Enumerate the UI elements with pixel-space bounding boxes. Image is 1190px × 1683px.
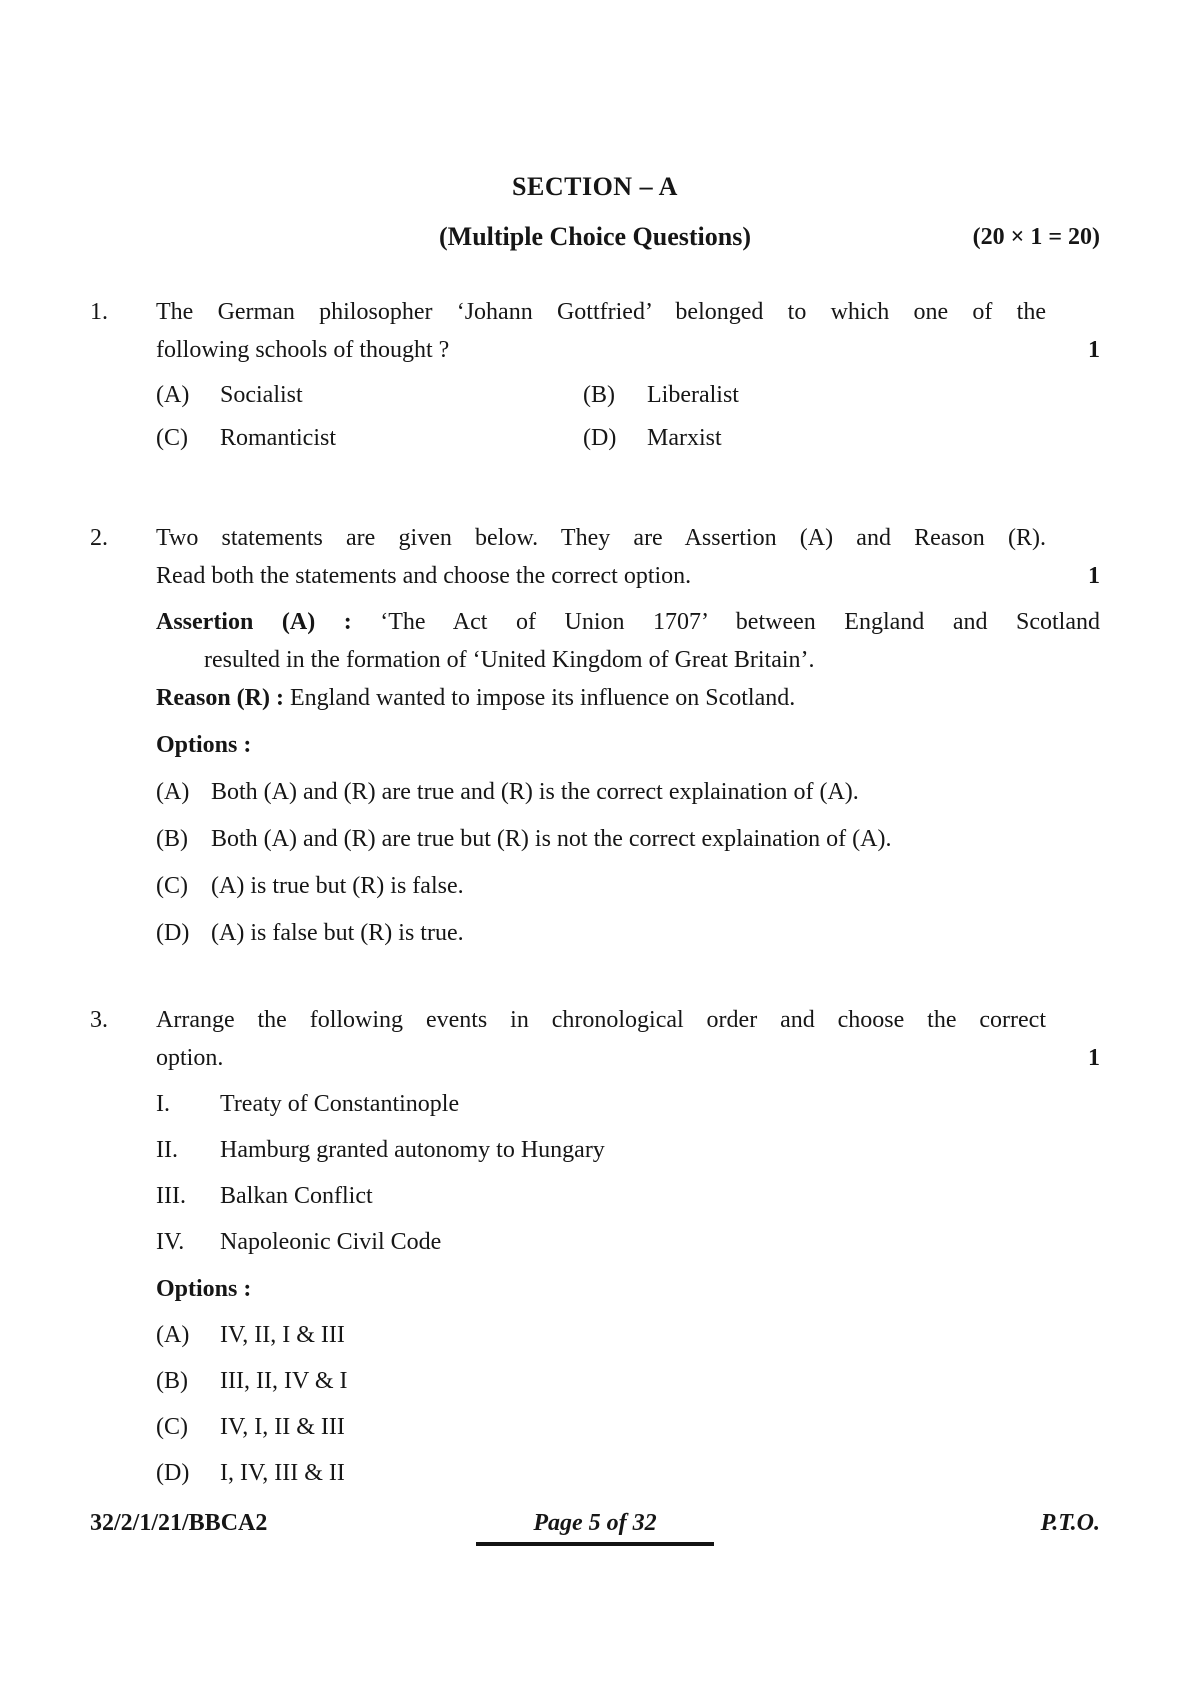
stem-line: The German philosopher ‘Johann Gottfried’ belonged to which one of the [156, 299, 1046, 325]
question-1-number: 1. [90, 299, 108, 325]
option-label: (B) [156, 1368, 188, 1394]
option-label: (A) [156, 779, 190, 805]
assertion-label: Assertion (A) : [156, 609, 352, 635]
event-item [156, 1085, 1100, 1123]
stem-line: Read both the statements and choose the correct option. [156, 563, 692, 589]
option-text: Both (A) and (R) are true and (R) is the correct explaination of (A). [211, 779, 859, 805]
stem-line: option. [156, 1045, 224, 1071]
question-2 [90, 519, 1100, 952]
section-title: SECTION – A [512, 172, 678, 201]
assertion-text: ‘The Act of Union 1707’ between England and Scotland [380, 609, 1100, 635]
option-b [156, 1362, 1100, 1400]
options-heading: Options : [156, 732, 252, 758]
option-a [156, 1316, 1100, 1354]
question-2-marks: 1 [1088, 563, 1100, 589]
event-label: IV. [156, 1229, 185, 1255]
page-content [90, 170, 1100, 1492]
marks-scheme: (20 × 1 = 20) [972, 224, 1100, 250]
question-3-body [156, 1001, 1100, 1492]
option-c [156, 867, 1100, 905]
option-text: Romanticist [220, 425, 336, 451]
event-item [156, 1177, 1100, 1215]
option-text: (A) is false but (R) is true. [211, 920, 464, 946]
event-text: Hamburg granted autonomy to Hungary [220, 1137, 605, 1163]
question-3-events [156, 1085, 1100, 1261]
option-label: (A) [156, 1322, 190, 1348]
option-text: IV, I, II & III [220, 1414, 345, 1440]
reason-paragraph [156, 679, 1100, 717]
option-label: (B) [583, 382, 615, 408]
option-c [156, 419, 583, 457]
event-label: II. [156, 1137, 178, 1163]
reason-text: England wanted to impose its influence on Scotland. [289, 685, 796, 711]
option-text: IV, II, I & III [220, 1322, 345, 1348]
question-1-marks: 1 [1088, 337, 1100, 363]
page-number-underline [476, 1542, 714, 1546]
question-2-body [156, 519, 1100, 952]
event-text: Treaty of Constantinople [220, 1091, 460, 1117]
option-text: Liberalist [647, 382, 739, 408]
question-3-options [156, 1316, 1100, 1492]
option-a [156, 376, 583, 414]
option-label: (C) [156, 1414, 188, 1440]
option-text: Marxist [647, 425, 722, 451]
question-2-stem [156, 519, 1100, 595]
stem-line: following schools of thought ? [156, 337, 450, 363]
option-text: I, IV, III & II [220, 1460, 345, 1486]
option-label: (D) [156, 920, 190, 946]
option-text: III, II, IV & I [220, 1368, 348, 1394]
option-d [156, 914, 1100, 952]
option-label: (D) [583, 425, 617, 451]
paper-code: 32/2/1/21/BBCA2 [90, 1510, 268, 1536]
question-1-stem [156, 293, 1100, 369]
page-number-block [90, 1506, 1100, 1546]
pto-label: P.T.O. [1040, 1510, 1100, 1536]
option-text: Both (A) and (R) are true but (R) is not the correct explaination of (A). [211, 826, 892, 852]
option-label: (C) [156, 873, 188, 899]
question-2-options [156, 773, 1100, 952]
question-3-stem [156, 1001, 1100, 1077]
option-b [156, 820, 1100, 858]
option-text: Socialist [220, 382, 303, 408]
event-label: III. [156, 1183, 186, 1209]
option-label: (D) [156, 1460, 190, 1486]
assertion-paragraph [156, 603, 1100, 679]
event-text: Napoleonic Civil Code [220, 1229, 442, 1255]
section-subtitle: (Multiple Choice Questions) [439, 222, 751, 251]
option-text: (A) is true but (R) is false. [211, 873, 464, 899]
question-3 [90, 1001, 1100, 1492]
stem-line: Arrange the following events in chronological order and choose the correct [156, 1007, 1046, 1033]
question-3-number: 3. [90, 1007, 108, 1033]
event-item [156, 1131, 1100, 1169]
option-d [583, 419, 1100, 457]
assertion-text-continued: resulted in the formation of ‘United Kingdom of Great Britain’. [204, 647, 815, 673]
options-heading: Options : [156, 1276, 252, 1302]
option-c [156, 1408, 1100, 1446]
event-label: I. [156, 1091, 170, 1117]
question-1-body [156, 293, 1100, 457]
question-1-options [156, 376, 1100, 457]
event-item [156, 1223, 1100, 1261]
question-1 [90, 293, 1100, 457]
stem-line: Two statements are given below. They are Assertion (A) and Reason (R). [156, 525, 1046, 551]
option-label: (A) [156, 382, 190, 408]
option-b [583, 376, 1100, 414]
option-d [156, 1454, 1100, 1492]
question-2-number: 2. [90, 525, 108, 551]
option-label: (C) [156, 425, 188, 451]
option-label: (B) [156, 826, 188, 852]
question-3-marks: 1 [1088, 1045, 1100, 1071]
event-text: Balkan Conflict [220, 1183, 373, 1209]
option-a [156, 773, 1100, 811]
page-number: Page 5 of 32 [533, 1510, 657, 1536]
reason-label: Reason (R) : [156, 685, 284, 711]
subtitle-row [90, 220, 1100, 254]
